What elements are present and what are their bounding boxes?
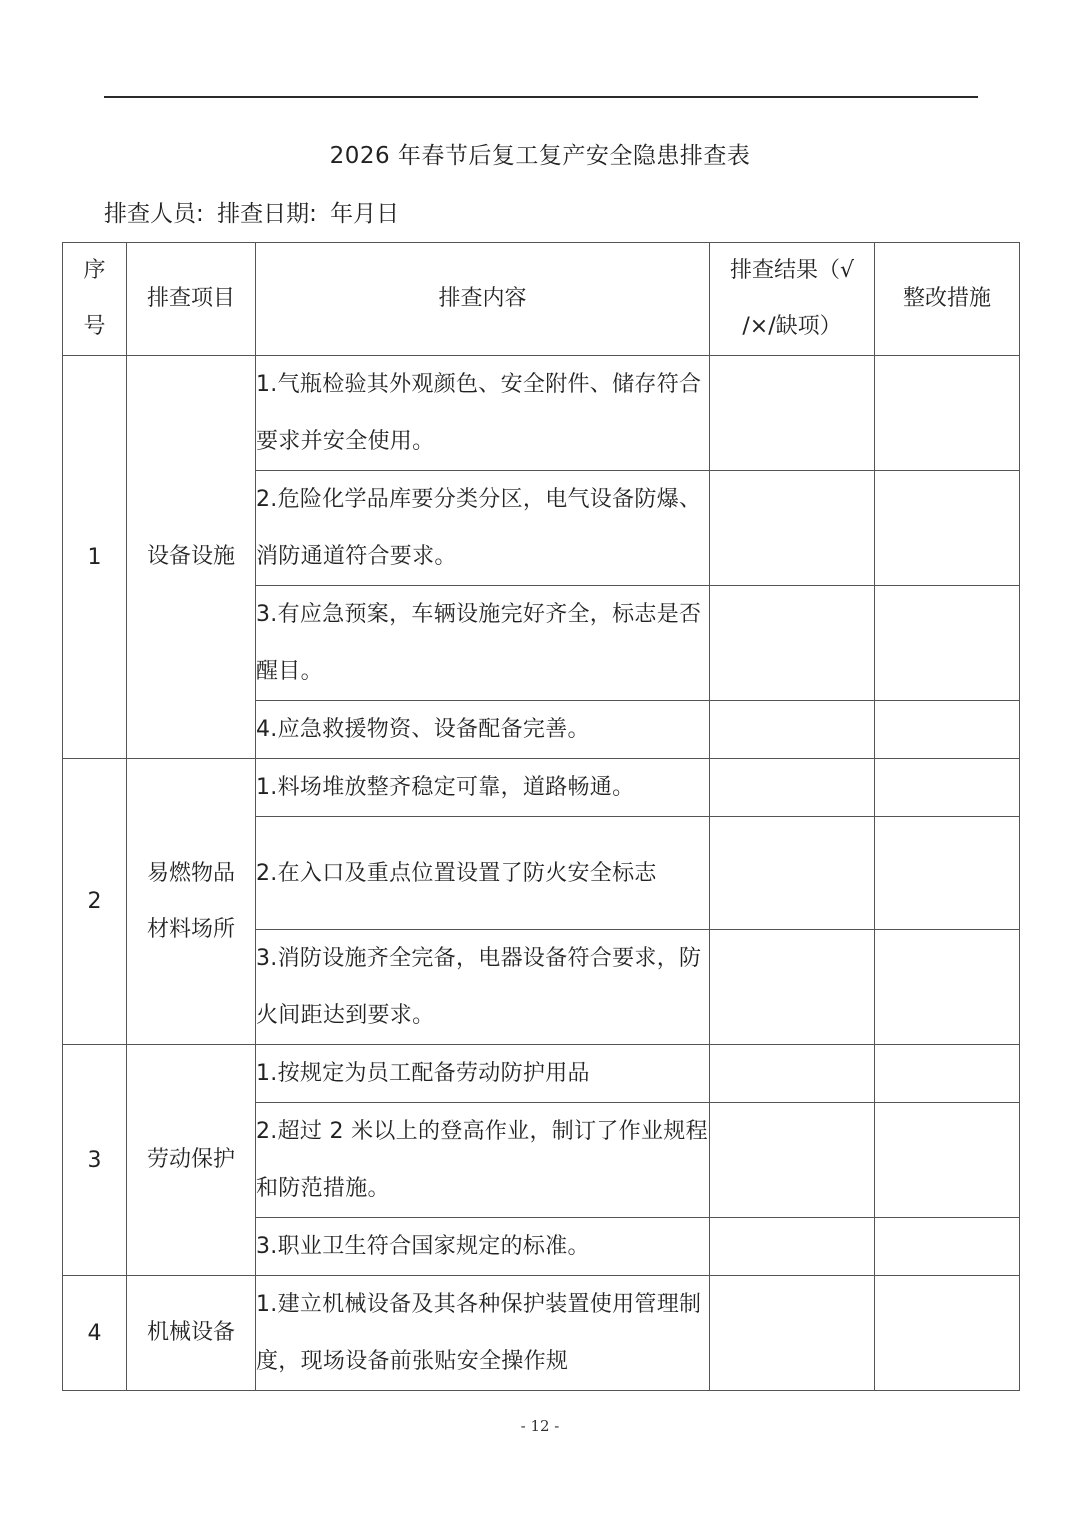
measures-cell[interactable] — [875, 759, 1020, 817]
inspection-table — [62, 242, 1020, 1391]
result-cell[interactable] — [710, 586, 875, 701]
result-cell[interactable] — [710, 1218, 875, 1276]
measures-cell[interactable] — [875, 471, 1020, 586]
group-category: 设备设施 — [127, 356, 256, 759]
header-result-line1: 排查结果（√ — [729, 258, 855, 283]
table-row — [63, 1276, 1020, 1391]
header-item: 排查项目 — [127, 243, 256, 356]
measures-cell[interactable] — [875, 356, 1020, 471]
result-cell[interactable] — [710, 471, 875, 586]
header-rule — [104, 96, 978, 98]
group-category: 劳动保护 — [127, 1045, 256, 1276]
page-number: - 12 - — [520, 1417, 560, 1435]
check-content: 1.料场堆放整齐稳定可靠，道路畅通。 — [256, 759, 710, 817]
measures-cell[interactable] — [875, 1103, 1020, 1218]
group-category-line1: 易燃物品 — [146, 860, 235, 886]
result-cell[interactable] — [710, 356, 875, 471]
table-row — [63, 1045, 1020, 1103]
group-index: 2 — [63, 759, 127, 1045]
check-content: 3.消防设施齐全完备，电器设备符合要求，防火间距达到要求。 — [256, 930, 710, 1045]
header-index-line2: 号 — [83, 314, 106, 339]
check-content: 1.按规定为员工配备劳动防护用品 — [256, 1045, 710, 1103]
check-content: 2.危险化学品库要分类分区，电气设备防爆、消防通道符合要求。 — [256, 471, 710, 586]
measures-cell[interactable] — [875, 1276, 1020, 1391]
result-cell[interactable] — [710, 1276, 875, 1391]
measures-cell[interactable] — [875, 1045, 1020, 1103]
measures-cell[interactable] — [875, 817, 1020, 930]
result-cell[interactable] — [710, 759, 875, 817]
measures-cell[interactable] — [875, 701, 1020, 759]
group-index: 3 — [63, 1045, 127, 1276]
document-title: 2026 年春节后复工复产安全隐患排查表 — [329, 143, 751, 169]
measures-cell[interactable] — [875, 586, 1020, 701]
header-result-line2: /×/缺项） — [742, 314, 842, 339]
table-header-row — [63, 243, 1020, 356]
header-content: 排查内容 — [256, 243, 710, 356]
result-cell[interactable] — [710, 817, 875, 930]
table-row — [63, 356, 1020, 471]
group-category-line2: 材料场所 — [146, 916, 235, 942]
result-cell[interactable] — [710, 930, 875, 1045]
inspector-label: 排查人员: — [104, 201, 204, 227]
header-index-line1: 序 — [83, 258, 106, 283]
check-content: 2.在入口及重点位置设置了防火安全标志 — [256, 817, 710, 930]
group-category — [127, 759, 256, 1045]
group-category: 机械设备 — [127, 1276, 256, 1391]
header-index — [63, 243, 127, 356]
result-cell[interactable] — [710, 701, 875, 759]
table-row — [63, 759, 1020, 817]
result-cell[interactable] — [710, 1103, 875, 1218]
check-content: 1.建立机械设备及其各种保护装置使用管理制度，现场设备前张贴安全操作规 — [256, 1276, 710, 1391]
check-content: 4.应急救援物资、设备配备完善。 — [256, 701, 710, 759]
date-label: 排查日期: — [217, 201, 317, 227]
header-result — [710, 243, 875, 356]
check-content: 3.有应急预案，车辆设施完好齐全，标志是否醒目。 — [256, 586, 710, 701]
check-content: 1.气瓶检验其外观颜色、安全附件、储存符合要求并安全使用。 — [256, 356, 710, 471]
measures-cell[interactable] — [875, 930, 1020, 1045]
date-value: 年月日 — [330, 201, 400, 227]
result-cell[interactable] — [710, 1045, 875, 1103]
check-content: 3.职业卫生符合国家规定的标准。 — [256, 1218, 710, 1276]
header-measures: 整改措施 — [875, 243, 1020, 356]
measures-cell[interactable] — [875, 1218, 1020, 1276]
check-content: 2.超过 2 米以上的登高作业，制订了作业规程和防范措施。 — [256, 1103, 710, 1218]
group-index: 1 — [63, 356, 127, 759]
inspection-meta — [104, 196, 405, 232]
group-index: 4 — [63, 1276, 127, 1391]
